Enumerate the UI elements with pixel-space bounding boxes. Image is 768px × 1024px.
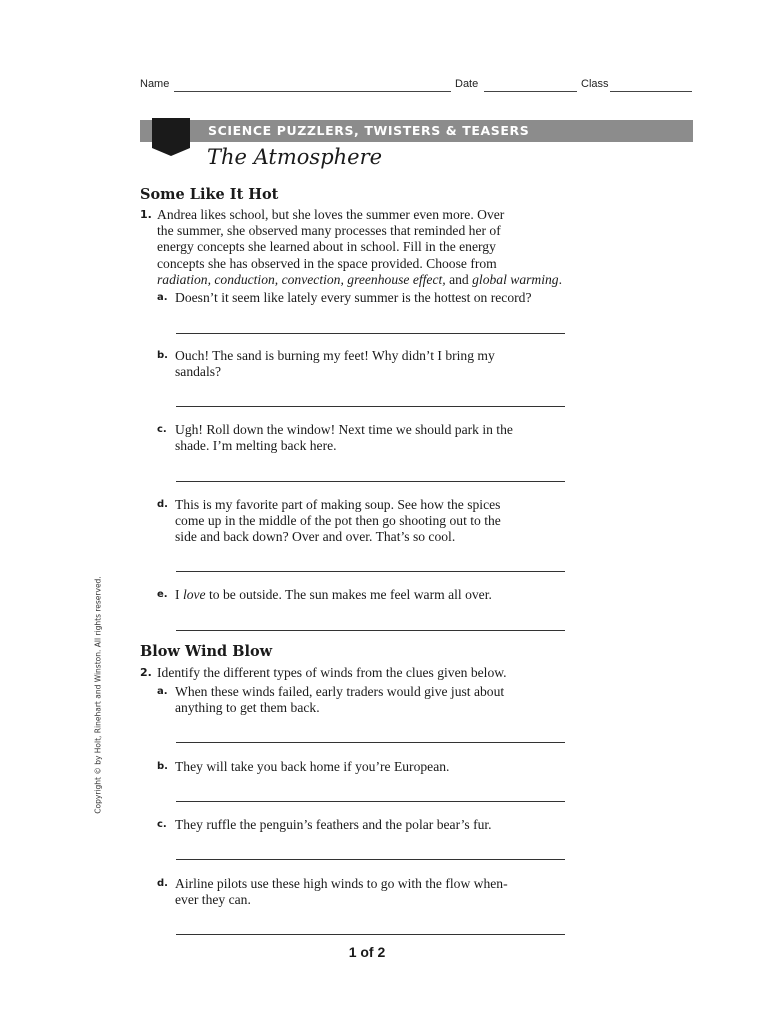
question-2d	[157, 876, 575, 908]
chapter-tab-icon	[152, 118, 190, 156]
sub-label: d.	[157, 499, 168, 510]
question-line: concepts she has observed in the space provided. Choose from	[157, 255, 497, 271]
series-title: SCIENCE PUZZLERS, TWISTERS & TEASERS	[208, 123, 530, 138]
answer-line-2b[interactable]	[176, 801, 565, 802]
class-field[interactable]	[581, 78, 609, 90]
question-2c	[157, 817, 575, 833]
question-text	[175, 587, 575, 603]
question-number: 1.	[140, 208, 152, 221]
question-text: They will take you back home if you’re European.	[175, 759, 450, 774]
choices-and: and	[449, 271, 469, 287]
question-line: side and back down? Over and over. That’s so cool.	[175, 529, 456, 545]
question-2a	[157, 684, 575, 716]
question-1	[140, 207, 577, 288]
question-2b	[157, 759, 575, 775]
question-1d	[157, 497, 575, 546]
answer-line-1b[interactable]	[176, 406, 565, 407]
choices-period: .	[558, 271, 563, 287]
question-line: ever they can.	[175, 892, 251, 908]
question-choices	[157, 272, 577, 288]
question-1e	[157, 587, 575, 603]
date-field[interactable]	[455, 78, 478, 90]
answer-line-2d[interactable]	[176, 934, 565, 935]
question-line: come up in the middle of the pot then go shooting out to the	[175, 513, 501, 529]
sub-label: c.	[157, 819, 167, 830]
question-line: Ouch! The sand is burning my feet! Why didn’t I bring my	[175, 348, 495, 363]
answer-line-1d[interactable]	[176, 571, 565, 572]
sub-label: a.	[157, 292, 168, 303]
answer-line-1e[interactable]	[176, 630, 565, 631]
choices-last: global warming	[472, 271, 559, 287]
text-post: to be outside. The sun makes me feel warm all over.	[209, 587, 492, 602]
name-line	[174, 91, 451, 92]
sub-label: a.	[157, 686, 168, 697]
question-line: Airline pilots use these high winds to go with the flow when-	[175, 876, 508, 891]
sub-label: b.	[157, 350, 168, 361]
text-pre: I	[175, 587, 180, 602]
sub-label: d.	[157, 878, 168, 889]
sub-label: e.	[157, 589, 168, 600]
answer-line-2c[interactable]	[176, 859, 565, 860]
date-line	[484, 91, 577, 92]
question-text: Doesn’t it seem like lately every summer is the hottest on record?	[175, 290, 532, 305]
header-fields	[140, 78, 692, 94]
question-text: They ruffle the penguin’s feathers and the polar bear’s fur.	[175, 817, 492, 832]
section-heading-blow-wind-blow: Blow Wind Blow	[140, 643, 273, 660]
question-1c	[157, 422, 575, 454]
question-line: the summer, she observed many processes that reminded her of	[157, 223, 501, 239]
name-field[interactable]	[140, 78, 169, 90]
choices-italic: radiation, conduction, convection, greenhouse effect,	[157, 271, 446, 287]
question-line: This is my favorite part of making soup. See how the spices	[175, 497, 501, 512]
question-line: Ugh! Roll down the window! Next time we should park in the	[175, 422, 513, 437]
sub-label: b.	[157, 761, 168, 772]
question-line: energy concepts she learned about in school. Fill in the energy	[157, 239, 496, 255]
answer-line-2a[interactable]	[176, 742, 565, 743]
page-title: The Atmosphere	[207, 145, 383, 169]
class-label: Class	[581, 78, 609, 90]
name-label: Name	[140, 78, 170, 90]
copyright-text: Copyright © by Holt, Rinehart and Winston. All rights reserved.	[93, 576, 103, 814]
question-number: 2.	[140, 666, 152, 679]
sub-label: c.	[157, 424, 167, 435]
question-1a	[157, 290, 575, 306]
question-line: shade. I’m melting back here.	[175, 438, 337, 454]
page-number: 1 of 2	[348, 944, 386, 960]
question-line: Andrea likes school, but she loves the summer even more. Over	[157, 207, 505, 222]
class-line	[610, 91, 692, 92]
question-line: sandals?	[175, 364, 222, 380]
section-heading-some-like-it-hot: Some Like It Hot	[140, 186, 279, 203]
question-line: anything to get them back.	[175, 700, 320, 716]
date-label: Date	[455, 78, 479, 90]
question-1b	[157, 348, 575, 380]
answer-line-1c[interactable]	[176, 481, 565, 482]
text-emphasis: love	[182, 587, 206, 602]
question-2	[140, 665, 577, 681]
question-line: When these winds failed, early traders would give just about	[175, 684, 505, 699]
series-banner	[140, 120, 693, 142]
answer-line-1a[interactable]	[176, 333, 565, 334]
question-text: Identify the different types of winds from the clues given below.	[157, 665, 507, 680]
